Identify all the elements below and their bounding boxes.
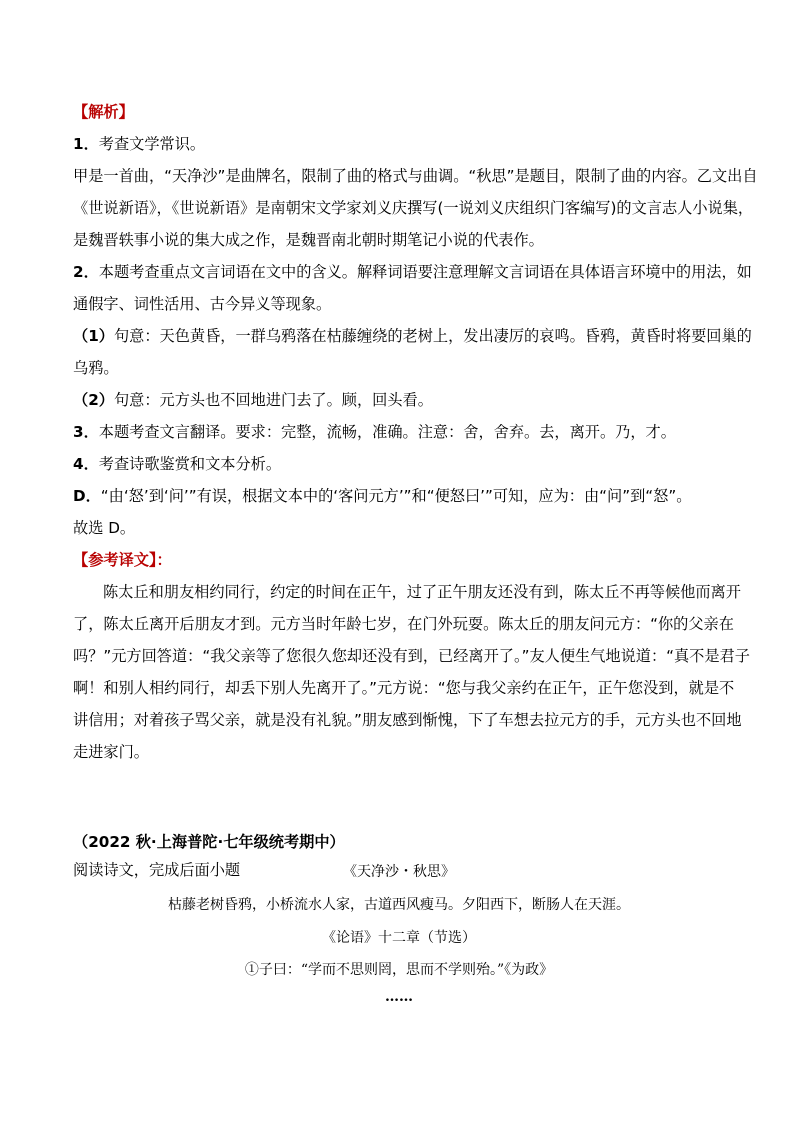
item-2-number: 2． (73, 263, 99, 281)
question-instruction: 阅读诗文，完成后面小题 (73, 861, 241, 879)
item-1-number: 1． (73, 135, 99, 153)
lunyu-title-block (73, 931, 725, 945)
item-1-line: 是魏晋轶事小说的集大成之作，是魏晋南北朝时期笔记小说的代表作。 (73, 231, 544, 249)
answer-choice: 故选 D。 (73, 519, 136, 537)
ellipsis: …… (385, 989, 413, 1005)
item-4-number: 4． (73, 455, 99, 473)
item-d-text: “由‘怒’到‘问’”有误，根据文本中的‘客问元方’”和“便怒曰’”可知，应为：由“问”到“怒”。 (100, 487, 692, 505)
item-1-line: 《世说新语》，《世说新语》是南朝宋文学家刘义庆撰写(一说刘义庆组织门客编写)的文言志人小说集， (73, 199, 754, 217)
item-2-sub-2 (73, 384, 725, 416)
item-2 (73, 256, 752, 288)
item-1-title: 考查文学常识。 (98, 135, 206, 153)
poem-title-block (73, 865, 725, 879)
item-2-line: 通假字、词性活用、古今异义等现象。 (73, 295, 332, 313)
item-4-text: 考查诗歌鉴赏和文本分析。 (98, 455, 282, 473)
item-4 (73, 448, 725, 480)
item-d-number: D． (73, 487, 101, 505)
item-3-text: 本题考查文言翻译。要求：完整，流畅，准确。注意：舍，舍弃。去，离开。乃，才。 (98, 423, 676, 441)
item-3 (73, 416, 725, 448)
sub-2-number: （2） (73, 391, 114, 409)
item-1-line: 甲是一首曲，“天净沙”是曲牌名，限制了曲的格式与曲调。“秋思”是题目，限制了曲的内容。乙文出自 (73, 167, 758, 185)
translation-line: 陈太丘和朋友相约同行，约定的时间在正午，过了正午朋友还没有到，陈太丘不再等候他而离开 (103, 583, 741, 601)
translation-line: 啊！和别人相约同行，却丢下别人先离开了。”元方说：“您与我父亲约在正午，正午您没到，就是不 (73, 679, 735, 697)
sub-1-number: （1） (73, 327, 114, 345)
translation-heading: 【参考译文】： (73, 551, 172, 569)
lunyu-title: 《论语》十二章（节选） (322, 930, 476, 946)
lunyu-line-block (73, 963, 725, 977)
item-2-text: 本题考查重点文言词语在文中的含义。解释词语要注意理解文言词语在具体语言环境中的用法，如 (98, 263, 752, 281)
ellipsis-block (73, 990, 725, 1004)
sub-1-text: 句意：天色黄昏，一群乌鸦落在枯藤缠绕的老树上，发出凄厉的哀鸣。昏鸦，黄昏时将要回巢的 (113, 327, 752, 345)
analysis-section (73, 96, 758, 768)
translation-line: 走进家门。 (73, 743, 149, 761)
translation-line: 吗？”元方回答道：“我父亲等了您很久您却还没有到，已经离开了。”友人便生气地说道：“真不是君子 (73, 647, 750, 665)
analysis-heading: 【解析】 (73, 103, 134, 121)
item-2-sub-1 (73, 320, 752, 352)
question-source: （2022 秋·上海普陀·七年级统考期中） (73, 833, 345, 851)
item-d (73, 480, 725, 512)
lunyu-line: ①子曰：“学而不思则罔，思而不学则殆。”《为政》 (244, 962, 554, 978)
poem-text-block (73, 898, 725, 912)
item-3-number: 3． (73, 423, 99, 441)
poem-title: 《天净沙・秋思》 (343, 864, 455, 880)
translation-line: 了，陈太丘离开后朋友才到。元方当时年龄七岁，在门外玩耍。陈太丘的朋友问元方：“你的父亲在 (73, 615, 734, 633)
sub-2-text: 句意：元方头也不回地进门去了。顾，回头看。 (113, 391, 433, 409)
poem-text: 枯藤老树昏鸦，小桥流水人家，古道西风瘦马。夕阳西下，断肠人在天涯。 (168, 897, 630, 913)
item-2-sub-1-line: 乌鸦。 (73, 359, 119, 377)
item-1 (73, 128, 725, 160)
translation-line: 讲信用；对着孩子骂父亲，就是没有礼貌。”朋友感到惭愧，下了车想去拉元方的手，元方头也不回地 (73, 711, 742, 729)
